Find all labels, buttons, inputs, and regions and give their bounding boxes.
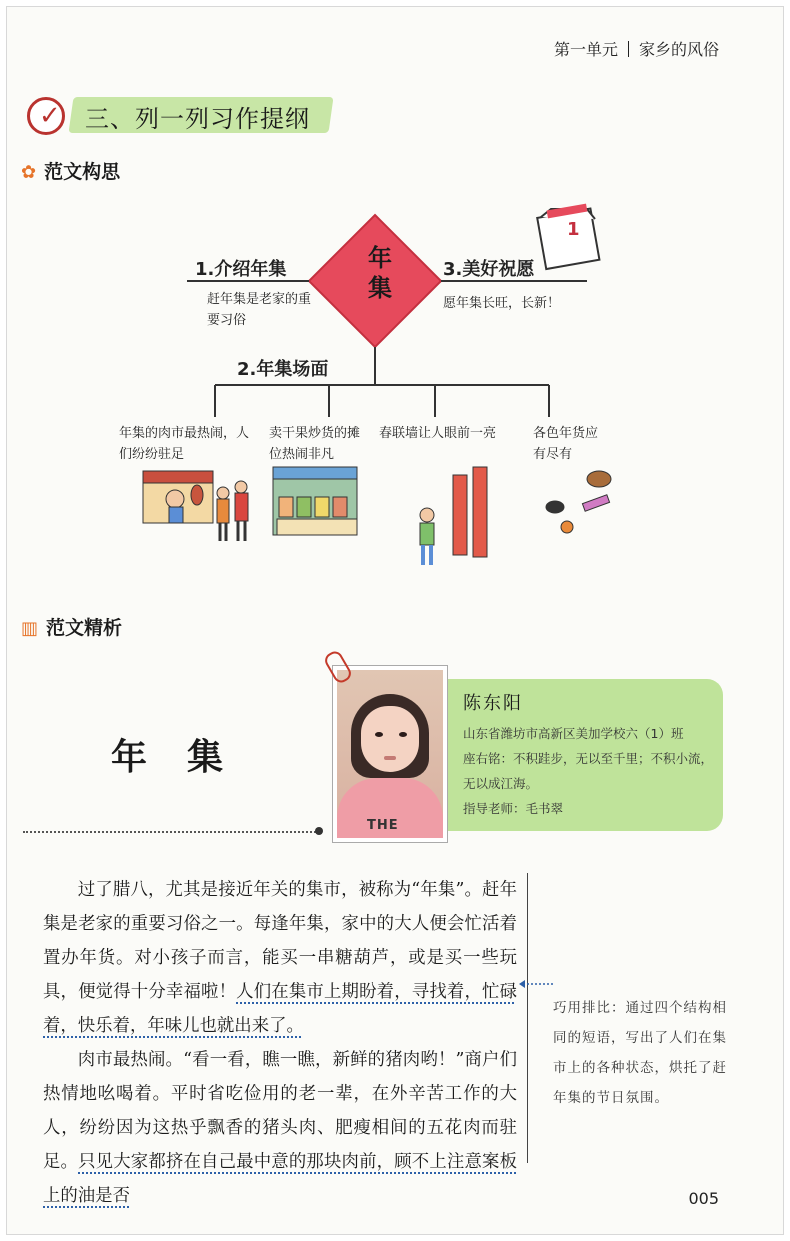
author-photo [333,666,447,842]
author-details [463,721,721,821]
paragraph-2 [43,1043,517,1213]
section-banner [25,93,335,137]
analysis-heading [21,613,122,640]
open-book-icon: ▥ [21,618,39,639]
branch-4-text: 各色年货应有尽有 [533,426,599,462]
essay-body [43,873,517,1213]
margin-rule [527,873,528,1163]
divider-dot [315,827,323,835]
author-name: 陈东阳 [463,693,523,714]
node1-desc: 赶年集是老家的重要习俗 [207,292,312,328]
dried-fruit-stall-illustration [273,467,357,535]
calendar-number: 1 [567,219,580,240]
node3-desc: 愿年集长旺，长新！ [443,296,561,311]
new-year-goods-illustration [546,471,611,533]
branch-1-text: 年集的肉市最热闹，人们纷纷驻足 [119,426,250,462]
outline-heading-text: 范文构思 [44,161,121,183]
paragraph-2-text: 肉市最热闹。“看一看，瞧一瞧，新鲜的猪肉哟！”商户们热情地吆喝着。平时省吃俭用的老一辈，在外辛苦工作的大人，纷纷因为这热乎飘香的猪头肉、肥瘦相间的五花肉而驻足。 [43,1050,517,1172]
header-separator [628,41,629,57]
author-motto: 座右铭：不积跬步，无以至千里；不积小流，无以成江海。 [463,751,714,791]
author-school: 山东省潍坊市高新区美加学校六（1）班 [463,726,684,741]
paragraph-1-text: 过了腊八，尤其是接近年关的集市，被称为“年集”。赶年集是老家的重要习俗之一。每逢年集，家中的大人便会忙活着置办年货。对小孩子而言，能买一串糖葫芦，或是买一些玩具，便觉得十分幸福啦！ [43,880,517,1002]
page-number: 005 [688,1189,719,1208]
branch-2-text: 卖干果炒货的摊位热闹非凡 [269,426,361,462]
node1-title: 1.介绍年集 [195,259,287,280]
author-teacher: 指导老师：毛书翠 [463,801,564,816]
analysis-heading-text: 范文精析 [46,617,123,639]
couplet-wall-illustration [420,467,487,565]
section-title: 三、列一列习作提纲 [85,105,310,133]
node3-title: 3.美好祝愿 [443,259,535,280]
node2-title: 2.年集场面 [237,359,329,380]
header-unit: 第一单元 [553,40,618,59]
sprout-icon: ✿ [21,162,37,183]
checkmark-icon: ✓ [27,97,65,135]
diagram-lines [7,197,783,577]
center-node-text [365,243,395,303]
center-node-line2: 集 [368,274,392,302]
shirt-text: THE [367,818,399,833]
paragraph-2-highlight: 只见大家都挤在自己最中意的那块肉前，顾不上注意案板上的油是否 [43,1152,517,1206]
essay-title: 年集 [111,736,264,778]
running-header [554,37,719,60]
note-arrow-icon [517,979,553,989]
outline-diagram [7,197,783,577]
page [6,6,784,1235]
paragraph-1 [43,873,517,1043]
outline-heading [21,157,120,184]
header-topic: 家乡的风俗 [638,40,719,59]
author-card [441,679,723,831]
title-dotted-divider [23,831,319,833]
branch-3-text: 春联墙让人眼前一亮 [379,426,497,441]
meat-stall-illustration [143,471,248,541]
paragraph-1-highlight: 人们在集市上期盼着，寻找着，忙碌着，快乐着，年味儿也就出来了。 [43,982,517,1036]
center-node-line1: 年 [368,244,392,272]
margin-note: 巧用排比：通过四个结构相同的短语，写出了人们在集市上的各种状态，烘托了赶年集的节日氛围。 [553,1000,727,1106]
